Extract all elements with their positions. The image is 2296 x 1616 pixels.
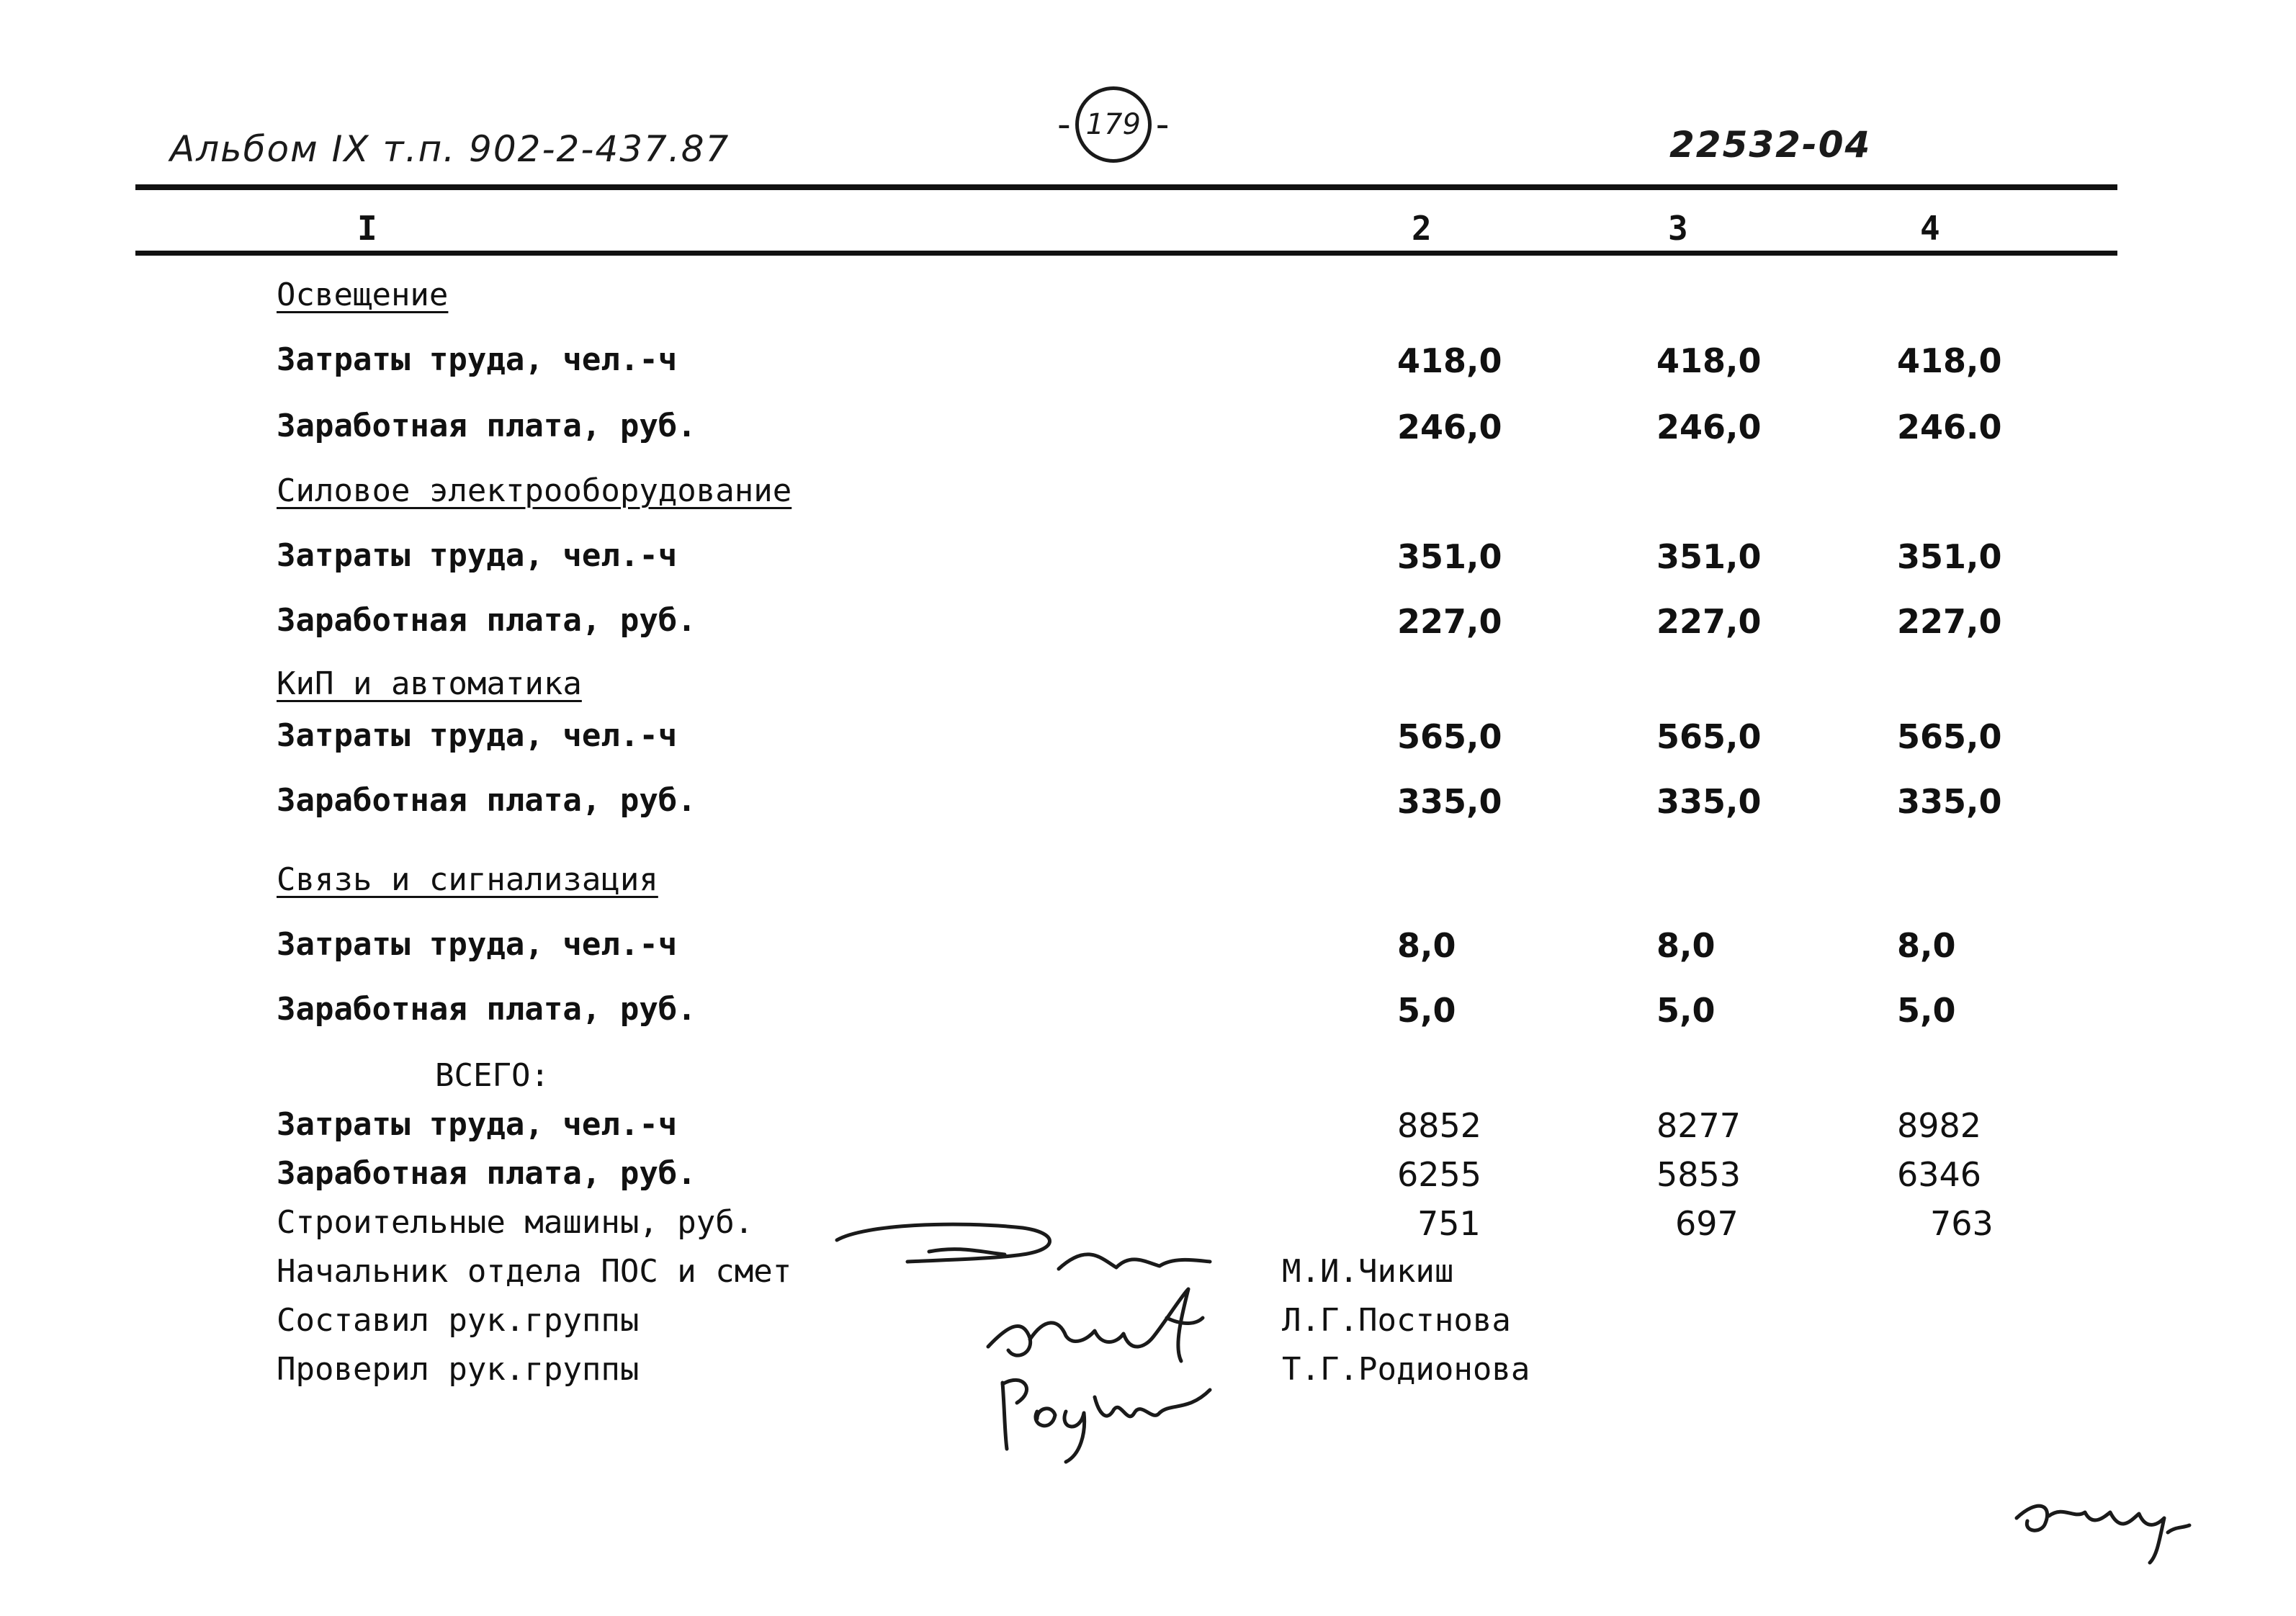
table-row: Затраты труда, чел.-ч 351,0 351,0 351,0 [277,537,2002,576]
signature-corner [2017,1506,2189,1563]
table-row: Затраты труда, чел.-ч 565,0 565,0 565,0 [277,717,2002,756]
section-heading: Связь и сигнализация [277,861,658,898]
column-header-4: 4 [1920,209,1940,248]
section-heading: Освещение [277,277,449,313]
table-row: Заработная плата, руб. 227,0 227,0 227,0 [277,602,2002,641]
table-row: Заработная плата, руб. 335,0 335,0 335,0 [277,782,2002,821]
total-heading: ВСЕГО: [435,1057,550,1094]
signature-row: Начальник отдела ПОС и смет [277,1253,792,1290]
signature-name: М.И.Чикиш [1282,1253,1454,1290]
table-row: Затраты труда, чел.-ч 8852 8277 8982 [277,1106,1982,1145]
signature-chief [837,1224,1210,1269]
signature-name: Т.Г.Родионова [1282,1351,1530,1388]
column-header-1: I [357,209,377,248]
column-header-2: 2 [1412,209,1432,248]
album-reference: Альбом IX т.п. 902-2-437.87 [170,128,730,170]
signature-compiler [988,1289,1203,1361]
table-row: Строительные машины, руб. 751 697 763 [277,1204,1994,1243]
table-row: Заработная плата, руб. 246,0 246,0 246.0 [277,408,2002,446]
signature-row: Составил рук.группы [277,1302,640,1339]
table-row: Заработная плата, руб. 5,0 5,0 5,0 [277,991,1956,1030]
table-row: Заработная плата, руб. 6255 5853 6346 [277,1155,1982,1194]
signature-name: Л.Г.Постнова [1282,1302,1511,1339]
signature-checker [1003,1380,1210,1462]
column-header-3: 3 [1668,209,1688,248]
section-heading: КиП и автоматика [277,665,582,702]
section-heading: Силовое электрооборудование [277,472,792,509]
document-code: 22532-04 [1669,124,1872,166]
page-number-circle: 179 [1075,86,1152,163]
page-number: - 179 - [1057,86,1170,163]
table-row: Затраты труда, чел.-ч 8,0 8,0 8,0 [277,926,1956,965]
signature-row: Проверил рук.группы [277,1351,640,1388]
table-row: Затраты труда, чел.-ч 418,0 418,0 418,0 [277,341,2002,380]
